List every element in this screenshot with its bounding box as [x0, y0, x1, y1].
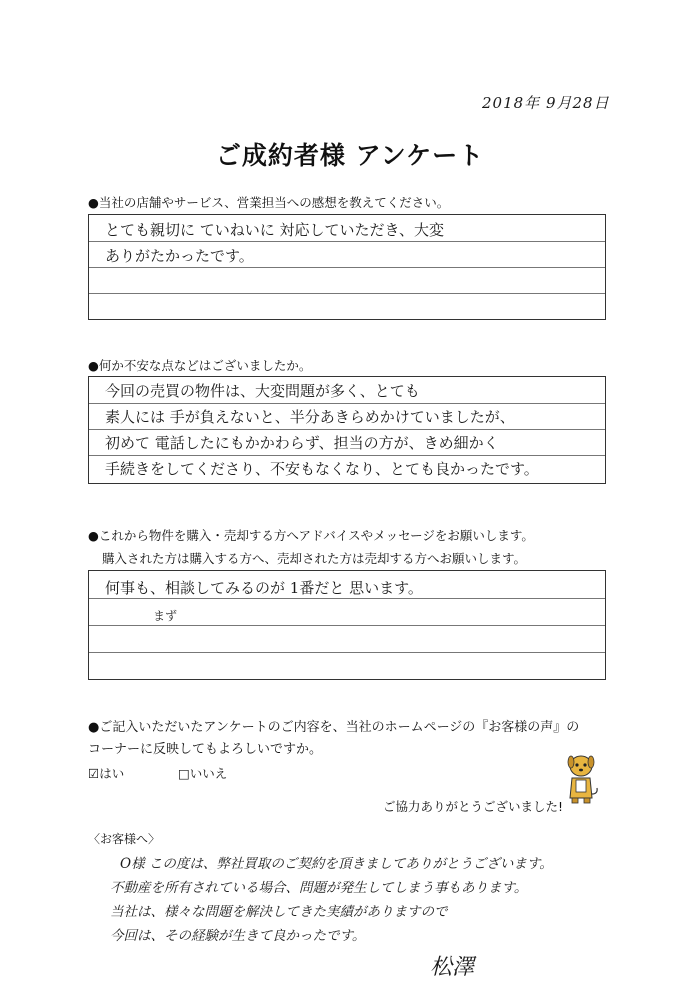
question-4-line-2: コーナーに反映してもよろしいですか。 — [88, 742, 323, 757]
dog-mascot-icon — [560, 748, 602, 808]
answer-box-3 — [88, 570, 606, 680]
date: 2018年 9月28日 — [482, 94, 610, 112]
option-yes[interactable]: ☑はい — [88, 766, 125, 781]
question-2-label: ●何か不安な点などはございましたか。 — [88, 358, 312, 373]
answer-2-line-1: 今回の売買の物件は、大変問題が多く、とても — [105, 382, 420, 400]
answer-1-line-1: とても親切に ていねいに 対応していただき、大変 — [105, 221, 444, 239]
answer-3-insert: まず — [153, 609, 178, 623]
answer-1-line-2: ありがたかったです。 — [105, 247, 254, 265]
answer-2-line-3: 初めて 電話したにもかかわらず、担当の方が、きめ細かく — [105, 434, 499, 452]
reply-line-2: 不動産を所有されている場合、問題が発生してしまう事もあります。 — [110, 880, 528, 896]
question-3-label: ●これから物件を購入・売却する方へアドバイスやメッセージをお願いします。 — [88, 528, 534, 543]
question-4-line-1: ●ご記入いただいたアンケートのご内容を、当社のホームページの『お客様の声』の — [88, 720, 580, 735]
answer-3-line-1: 何事も、相談してみるのが 1番だと 思います。 — [105, 579, 423, 597]
answer-2-line-4: 手続きをしてくださり、不安もなくなり、とても良かったです。 — [105, 460, 539, 478]
signature: 松澤 — [430, 955, 475, 980]
answer-box-2 — [88, 376, 606, 484]
reply-line-3: 当社は、様々な問題を解決してきた実績がありますので — [110, 904, 448, 920]
thanks-message: ご協力ありがとうございました! — [383, 799, 564, 814]
customer-section-label: 〈お客様へ〉 — [88, 832, 161, 846]
answer-2-line-2: 素人には 手が負えないと、半分あきらめかけていましたが、 — [105, 408, 515, 426]
question-3-sublabel: 購入された方は購入する方へ、売却された方は売却する方へお願いします。 — [102, 551, 527, 566]
answer-box-1 — [88, 214, 606, 320]
option-no[interactable]: □いいえ — [178, 766, 228, 781]
question-1-label: ●当社の店舗やサービス、営業担当への感想を教えてください。 — [88, 195, 450, 210]
page-title: ご成約者様 アンケート — [215, 141, 485, 170]
reply-line-1: O様 この度は、弊社買取のご契約を頂きましてありがとうございます。 — [120, 856, 553, 872]
reply-line-4: 今回は、その経験が生きて良かったです。 — [110, 928, 366, 944]
